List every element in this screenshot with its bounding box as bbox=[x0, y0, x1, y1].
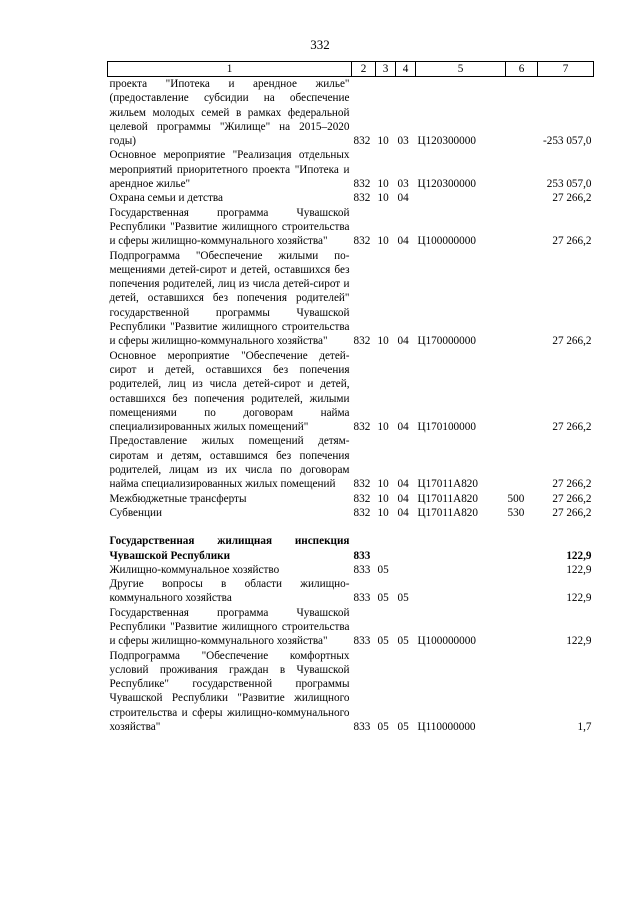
spacer-row bbox=[108, 520, 594, 534]
expense-type-cell bbox=[506, 577, 538, 606]
section-code-cell: 05 bbox=[377, 635, 389, 648]
section-code-cell: 10 bbox=[377, 421, 389, 434]
amount-cell: 27 266,2 bbox=[552, 478, 592, 491]
amount-cell: 253 057,0 bbox=[546, 178, 592, 191]
admin-code-cell: 832 bbox=[353, 421, 371, 434]
table-row bbox=[108, 77, 594, 149]
name-cell: проекта "Ипотека и арендное жилье" (предоставление субсидии на обеспечение жильем молодых семей в рамках федеральной целевой программы "Жилище" на 2015–2020 годы) bbox=[109, 78, 350, 148]
amount-cell: 27 266,2 bbox=[552, 192, 592, 205]
target-article-cell bbox=[416, 534, 506, 563]
column-header: 1 bbox=[108, 62, 352, 77]
expense-type-cell bbox=[506, 148, 538, 191]
table-row bbox=[108, 577, 594, 606]
expense-type-cell bbox=[506, 434, 538, 491]
section-code-cell: 10 bbox=[377, 335, 389, 348]
name-cell: Другие вопросы в области жилищно-коммунального хозяйства bbox=[109, 578, 350, 605]
column-header: 2 bbox=[352, 62, 376, 77]
table-row bbox=[108, 606, 594, 649]
amount-cell: 27 266,2 bbox=[552, 335, 592, 348]
subsection-code-cell: 03 bbox=[397, 135, 409, 148]
amount-cell: 122,9 bbox=[566, 592, 592, 605]
admin-code-cell: 832 bbox=[353, 506, 371, 519]
name-cell: Основное мероприятие "Обеспечение детей-сирот и детей, оставшихся без попечения родителей, лиц из числа детей-сирот и детей, оставшихся без попечения родителей, жилыми помещениями по договорам найма специализированных жилых помещений" bbox=[109, 349, 350, 434]
subsection-code-cell: 04 bbox=[397, 506, 409, 519]
column-header: 4 bbox=[396, 62, 416, 77]
expense-type-cell: 500 bbox=[507, 492, 525, 505]
amount-cell: 27 266,2 bbox=[552, 235, 592, 248]
name-cell: Основное мероприятие "Реализация отдельных мероприятий приоритетного проекта "Ипотека и арендное жилье" bbox=[109, 149, 350, 191]
spacer-cell bbox=[108, 520, 594, 534]
subsection-code-cell bbox=[396, 534, 416, 563]
admin-code-cell: 833 bbox=[353, 635, 371, 648]
table-row bbox=[108, 349, 594, 435]
section-code-cell: 10 bbox=[377, 192, 389, 205]
name-cell: Жилищно-коммунальное хозяйство bbox=[109, 563, 280, 576]
target-article-cell: Ц17011А820 bbox=[417, 506, 478, 519]
column-header: 5 bbox=[416, 62, 506, 77]
subsection-code-cell: 05 bbox=[397, 635, 409, 648]
amount-cell: 27 266,2 bbox=[552, 492, 592, 505]
target-article-cell: Ц17011А820 bbox=[417, 478, 478, 491]
admin-code-cell: 832 bbox=[353, 192, 371, 205]
expense-type-cell bbox=[506, 191, 538, 205]
subsection-code-cell: 04 bbox=[397, 192, 409, 205]
amount-cell: 122,9 bbox=[566, 549, 592, 562]
expense-type-cell bbox=[506, 77, 538, 149]
admin-code-cell: 832 bbox=[353, 178, 371, 191]
name-cell: Межбюджетные трансферты bbox=[109, 492, 247, 505]
expense-type-cell bbox=[506, 606, 538, 649]
target-article-cell: Ц170100000 bbox=[417, 421, 476, 434]
admin-code-cell: 833 bbox=[353, 549, 371, 562]
expense-type-cell bbox=[506, 534, 538, 563]
column-header: 3 bbox=[376, 62, 396, 77]
amount-cell: 122,9 bbox=[566, 563, 592, 576]
admin-code-cell: 833 bbox=[353, 721, 371, 734]
name-cell: Предоставление жилых помещений детям-сиротам и детям, оставшимся без попечения родителей, лицам из их числа по договорам найма специализированных жилых помещений bbox=[109, 435, 350, 491]
subsection-code-cell: 04 bbox=[397, 478, 409, 491]
expense-type-cell bbox=[506, 649, 538, 735]
name-cell: Государственная программа Чувашской Республики "Развитие жилищного строительства и сферы жилищно-коммунального хозяйства" bbox=[109, 206, 350, 248]
section-code-cell: 10 bbox=[377, 135, 389, 148]
column-header: 6 bbox=[506, 62, 538, 77]
expense-type-cell bbox=[506, 206, 538, 249]
table-row bbox=[108, 649, 594, 735]
admin-code-cell: 832 bbox=[353, 135, 371, 148]
admin-code-cell: 832 bbox=[353, 335, 371, 348]
budget-table bbox=[107, 61, 594, 734]
admin-code-cell: 833 bbox=[353, 592, 371, 605]
target-article-cell: Ц120300000 bbox=[417, 178, 476, 191]
table-row bbox=[108, 492, 594, 506]
expense-type-cell bbox=[506, 249, 538, 349]
section-code-cell bbox=[376, 534, 396, 563]
section-code-cell: 05 bbox=[377, 721, 389, 734]
expense-type-cell bbox=[506, 349, 538, 435]
admin-code-cell: 833 bbox=[353, 563, 371, 576]
column-header: 7 bbox=[538, 62, 594, 77]
table-row bbox=[108, 249, 594, 349]
amount-cell: 27 266,2 bbox=[552, 506, 592, 519]
subsection-code-cell: 04 bbox=[397, 421, 409, 434]
section-code-cell: 10 bbox=[377, 235, 389, 248]
admin-code-cell: 832 bbox=[353, 478, 371, 491]
expense-type-cell bbox=[506, 563, 538, 577]
target-article-cell: Ц110000000 bbox=[417, 721, 476, 734]
amount-cell: 1,7 bbox=[577, 721, 592, 734]
subsection-code-cell bbox=[396, 563, 416, 577]
table-row bbox=[108, 506, 594, 520]
expense-type-cell: 530 bbox=[507, 506, 525, 519]
name-cell: Государственная программа Чувашской Республики "Развитие жилищного строительства и сферы жилищно-коммунального хозяйства" bbox=[109, 606, 350, 648]
target-article-cell bbox=[416, 191, 506, 205]
target-article-cell: Ц100000000 bbox=[417, 235, 476, 248]
subsection-code-cell: 04 bbox=[397, 235, 409, 248]
amount-cell: -253 057,0 bbox=[543, 135, 592, 148]
target-article-cell bbox=[416, 577, 506, 606]
table-header-row bbox=[108, 62, 594, 77]
section-code-cell: 05 bbox=[377, 563, 389, 576]
amount-cell: 27 266,2 bbox=[552, 421, 592, 434]
target-article-cell: Ц100000000 bbox=[417, 635, 476, 648]
subsection-code-cell: 04 bbox=[397, 492, 409, 505]
table-row bbox=[108, 534, 594, 563]
table-row bbox=[108, 148, 594, 191]
table-row bbox=[108, 191, 594, 205]
subsection-code-cell: 03 bbox=[397, 178, 409, 191]
name-cell: Субвенции bbox=[109, 506, 162, 519]
section-code-cell: 10 bbox=[377, 178, 389, 191]
subsection-code-cell: 05 bbox=[397, 592, 409, 605]
admin-code-cell: 832 bbox=[353, 492, 371, 505]
name-cell: Охрана семьи и детства bbox=[109, 192, 223, 205]
target-article-cell: Ц170000000 bbox=[417, 335, 476, 348]
admin-code-cell: 832 bbox=[353, 235, 371, 248]
section-code-cell: 10 bbox=[377, 478, 389, 491]
page-number: 332 bbox=[310, 37, 330, 52]
table-row bbox=[108, 434, 594, 491]
table-row bbox=[108, 206, 594, 249]
target-article-cell bbox=[416, 563, 506, 577]
target-article-cell: Ц120300000 bbox=[417, 135, 476, 148]
name-cell: Подпрограмма "Обеспечение жилыми помещениями детей-сирот и детей, оставшихся без попечения родителей, лиц из числа детей-сирот и детей, оставшихся без попечения родителей" государственной программы Чувашской Республики "Развитие жилищного строительства и сферы жилищно-коммунального хозяйства" bbox=[109, 249, 350, 348]
target-article-cell: Ц17011А820 bbox=[417, 492, 478, 505]
section-code-cell: 10 bbox=[377, 492, 389, 505]
table-row bbox=[108, 563, 594, 577]
subsection-code-cell: 05 bbox=[397, 721, 409, 734]
subsection-code-cell: 04 bbox=[397, 335, 409, 348]
section-code-cell: 10 bbox=[377, 506, 389, 519]
amount-cell: 122,9 bbox=[566, 635, 592, 648]
table-body bbox=[108, 77, 594, 735]
name-cell: Государственная жилищная инспекция Чувашской Республики bbox=[109, 535, 350, 562]
name-cell: Подпрограмма "Обеспечение комфортных условий проживания граждан в Чувашской Республике" государственной программы Чувашской Республики "Развитие жилищного строительства и сферы жилищно-коммунального хозяйства" bbox=[109, 649, 350, 734]
section-code-cell: 05 bbox=[377, 592, 389, 605]
